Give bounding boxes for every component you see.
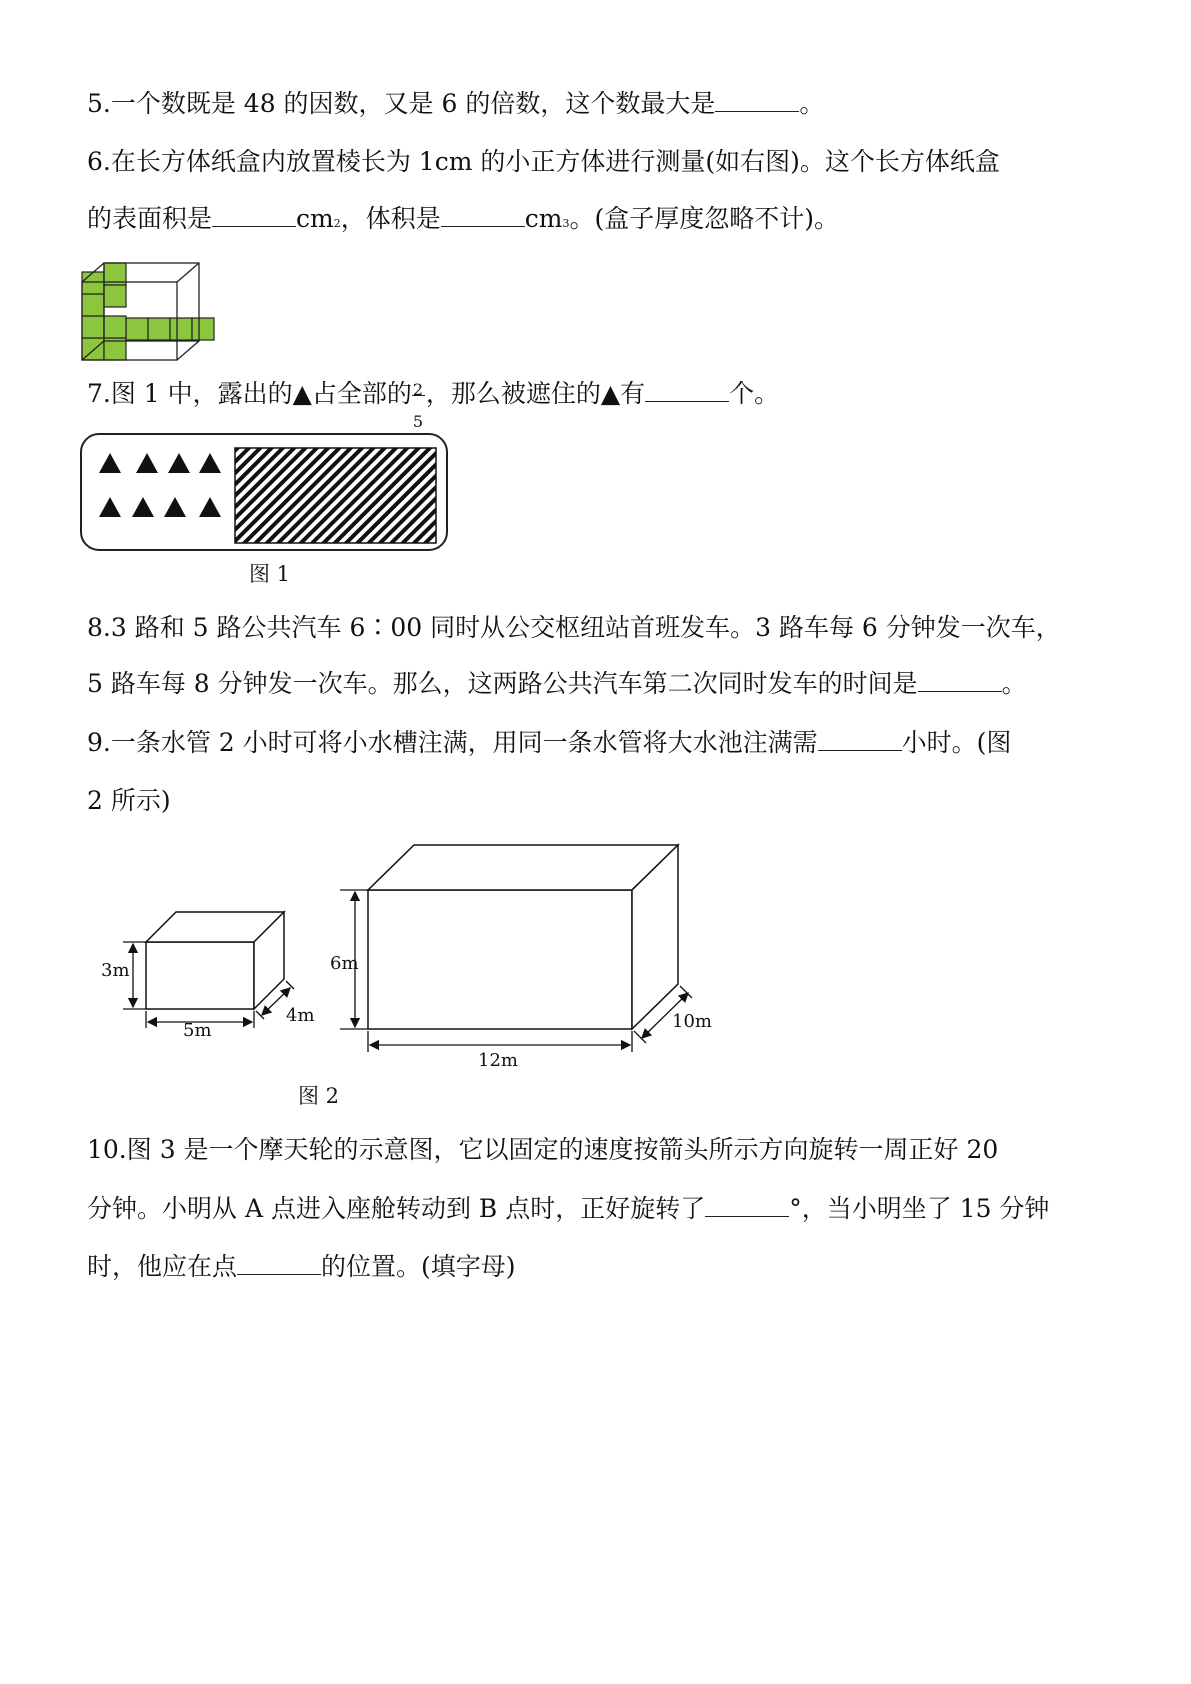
- q7-middle: ，那么被遮住的▲有: [425, 379, 646, 408]
- small-height-label: 3m: [101, 960, 130, 981]
- q5-suffix: 。: [799, 89, 825, 118]
- large-length-label: 12m: [478, 1050, 518, 1071]
- small-tank: [146, 912, 284, 1009]
- q9-text: 9.一条水管 2 小时可将小水槽注满，用同一条水管将大水池注满需: [87, 728, 818, 757]
- figure-1-caption: 图 1: [249, 562, 291, 586]
- q7-frac-numerator: 2: [412, 380, 424, 399]
- q6-suffix: 。(盒子厚度忽略不计)。: [569, 204, 839, 233]
- q6-unit-1: cm: [296, 204, 334, 233]
- question-10-line-3: [87, 1251, 516, 1283]
- q7-suffix: 个。: [729, 379, 780, 408]
- q10-text-3-suffix: 的位置。(填字母): [321, 1252, 516, 1281]
- q10-angle-blank[interactable]: [705, 1194, 789, 1217]
- q10-text-3: 时，他应在点: [87, 1252, 238, 1281]
- q6-exp-1: 2: [333, 217, 341, 230]
- q7-frac-denominator: 5: [412, 412, 424, 431]
- q9-suffix: 小时。(图: [901, 728, 1012, 757]
- q6-text: 的表面积是: [87, 204, 213, 233]
- q5-text: 5.一个数既是 48 的因数，又是 6 的倍数，这个数最大是: [87, 89, 716, 118]
- q10-text-2: 分钟。小明从 A 点进入座舱转动到 B 点时，正好旋转了: [87, 1194, 706, 1223]
- q6-exp-2: 3: [562, 217, 570, 230]
- question-8-line-1: 8.3 路和 5 路公共汽车 6∶00 同时从公交枢纽站首班发车。3 路车每 6 分钟发一次车，: [87, 613, 1061, 642]
- question-6-line-1: 6.在长方体纸盒内放置棱长为 1cm 的小正方体进行测量(如右图)。这个长方体纸盒: [87, 147, 1000, 176]
- q10-point-blank[interactable]: [237, 1252, 321, 1275]
- question-10-line-1: 10.图 3 是一个摩天轮的示意图，它以固定的速度按箭头所示方向旋转一周正好 20: [87, 1135, 999, 1164]
- q6-middle: ，体积是: [340, 204, 441, 233]
- large-tank: [368, 845, 678, 1029]
- q6-unit-2: cm: [524, 204, 563, 233]
- q7-text: 7.图 1 中，露出的▲占全部的: [87, 379, 412, 408]
- question-10-line-2: [87, 1193, 1049, 1225]
- small-length-label: 5m: [183, 1020, 212, 1041]
- question-9-line-2: 2 所示): [87, 786, 171, 815]
- q10-text-2-suffix: °，当小明坐了 15 分钟: [789, 1194, 1050, 1223]
- large-height-label: 6m: [330, 953, 359, 974]
- figure-2-caption: 图 2: [298, 1084, 340, 1108]
- large-width-label: 10m: [672, 1011, 712, 1032]
- q8-suffix: 。: [1001, 669, 1027, 698]
- small-width-label: 4m: [286, 1005, 315, 1026]
- q8-text: 5 路车每 8 分钟发一次车。那么，这两路公共汽车第二次同时发车的时间是: [87, 669, 918, 698]
